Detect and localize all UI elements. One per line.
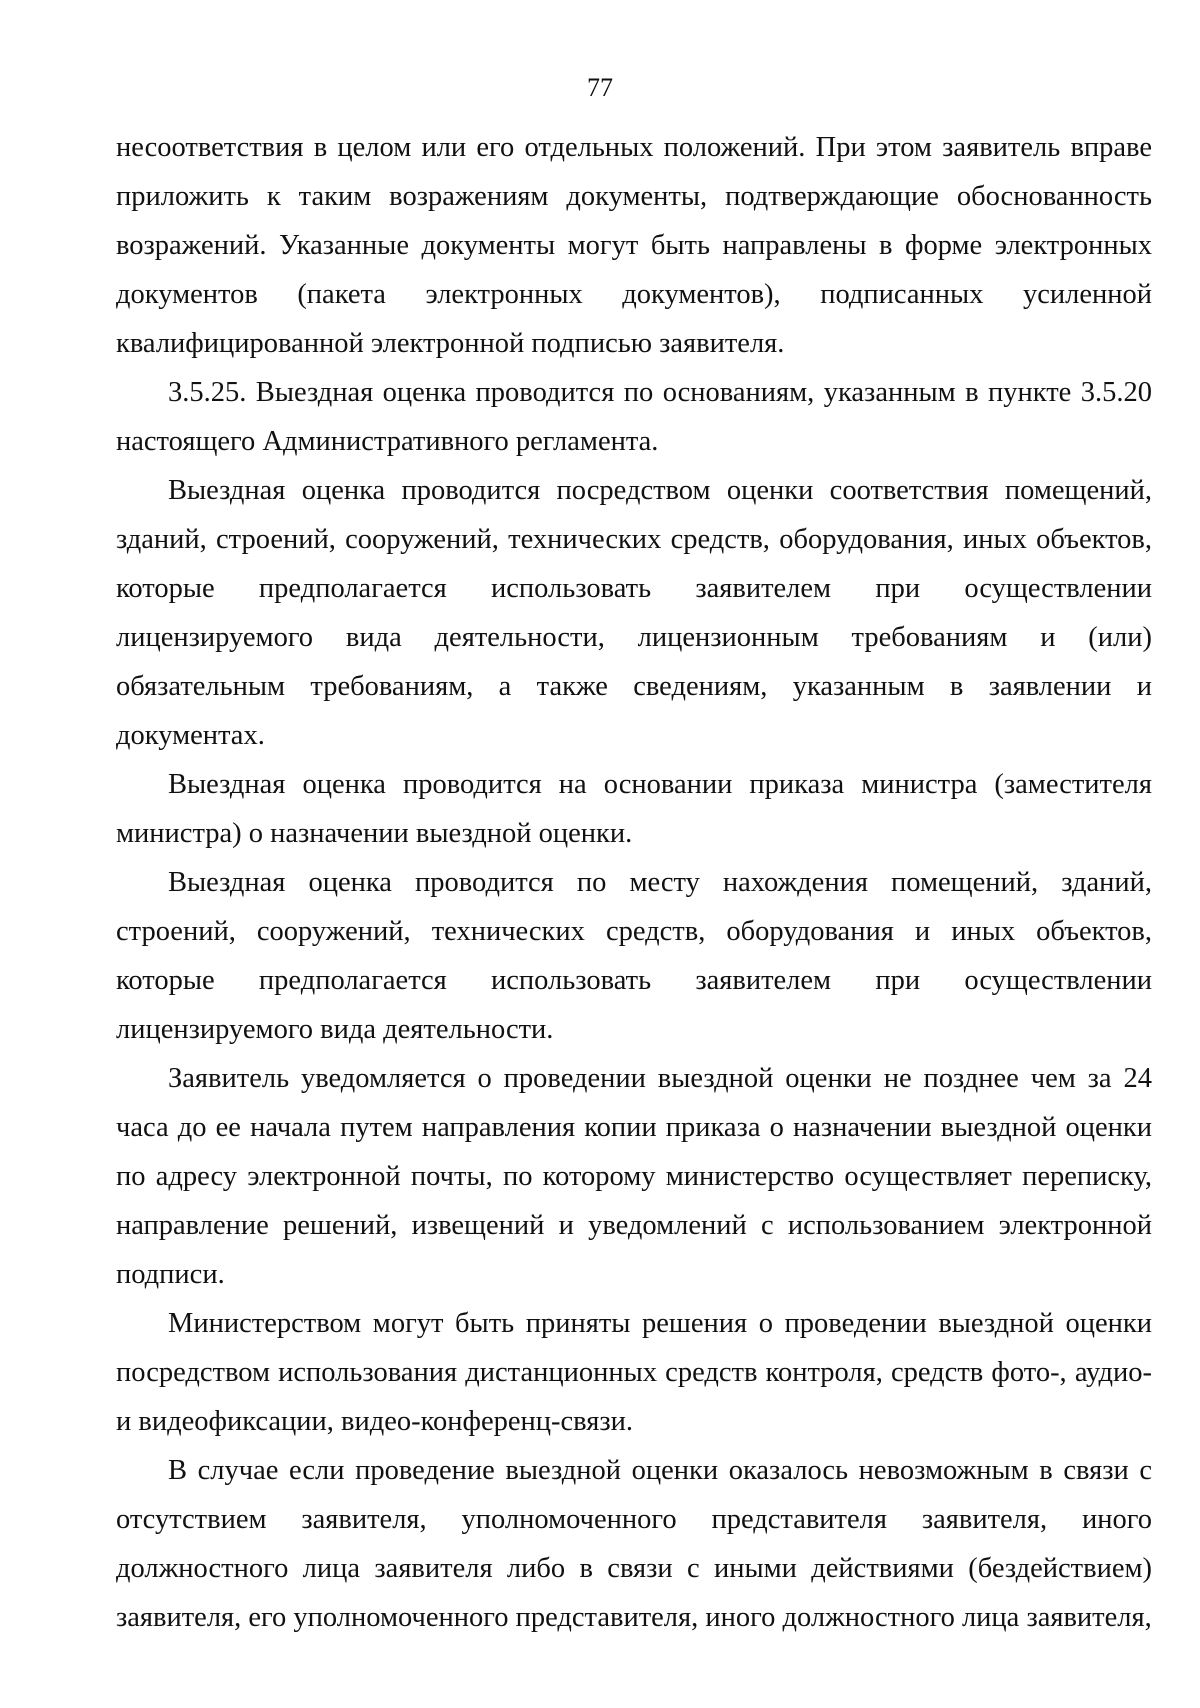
paragraph-clause-3-5-25: 3.5.25. Выездная оценка проводится по основаниям, указанным в пункте 3.5.20 настоящего Административного регламента. <box>116 377 1152 457</box>
page-number: 77 <box>587 73 613 102</box>
paragraph-remote-assessment: Министерством могут быть приняты решения о проведении выездной оценки посредством использования дистанционных средств контроля, средств фото-, аудио- и видеофиксации, видео-конференц-связи. <box>116 1308 1152 1437</box>
document-body <box>116 123 1152 1642</box>
paragraph-continuation: несоответствия в целом или его отдельных положений. При этом заявитель вправе приложить к таким возражениям документы, подтверждающие обоснованность возражений. Указанные документы могут быть направлены в форме электронных документов (пакета электронных документов), подписанных усиленной квалифицированной электронной подписью заявителя. <box>116 132 1152 359</box>
paragraph-applicant-notification: Заявитель уведомляется о проведении выездной оценки не позднее чем за 24 часа до ее начала путем направления копии приказа о назначении выездной оценки по адресу электронной почты, по которому министерство осуществляет переписку, направление решений, извещений и уведомлений с использованием электронной подписи. <box>116 1063 1152 1290</box>
paragraph-assessment-location: Выездная оценка проводится по месту нахождения помещений, зданий, строений, сооружений, технических средств, оборудования и иных объектов, которые предполагается использовать заявителем при осуществлении лицензируемого вида деятельности. <box>116 867 1152 1045</box>
paragraph-assessment-method: Выездная оценка проводится посредством оценки соответствия помещений, зданий, строений, сооружений, технических средств, оборудования, иных объектов, которые предполагается использовать заявителем при осуществлении лицензируемого вида деятельности, лицензионным требованиям и (или) обязательным требованиям, а также сведениям, указанным в заявлении и документах. <box>116 475 1152 751</box>
paragraph-assessment-order: Выездная оценка проводится на основании приказа министра (заместителя министра) о назначении выездной оценки. <box>116 769 1152 849</box>
paragraph-impossible-assessment: В случае если проведение выездной оценки оказалось невозможным в связи с отсутствием заявителя, уполномоченного представителя заявителя, иного должностного лица заявителя либо в связи с иными действиями (бездействием) заявителя, его уполномоченного представителя, иного должностного лица заявителя, <box>116 1455 1152 1633</box>
